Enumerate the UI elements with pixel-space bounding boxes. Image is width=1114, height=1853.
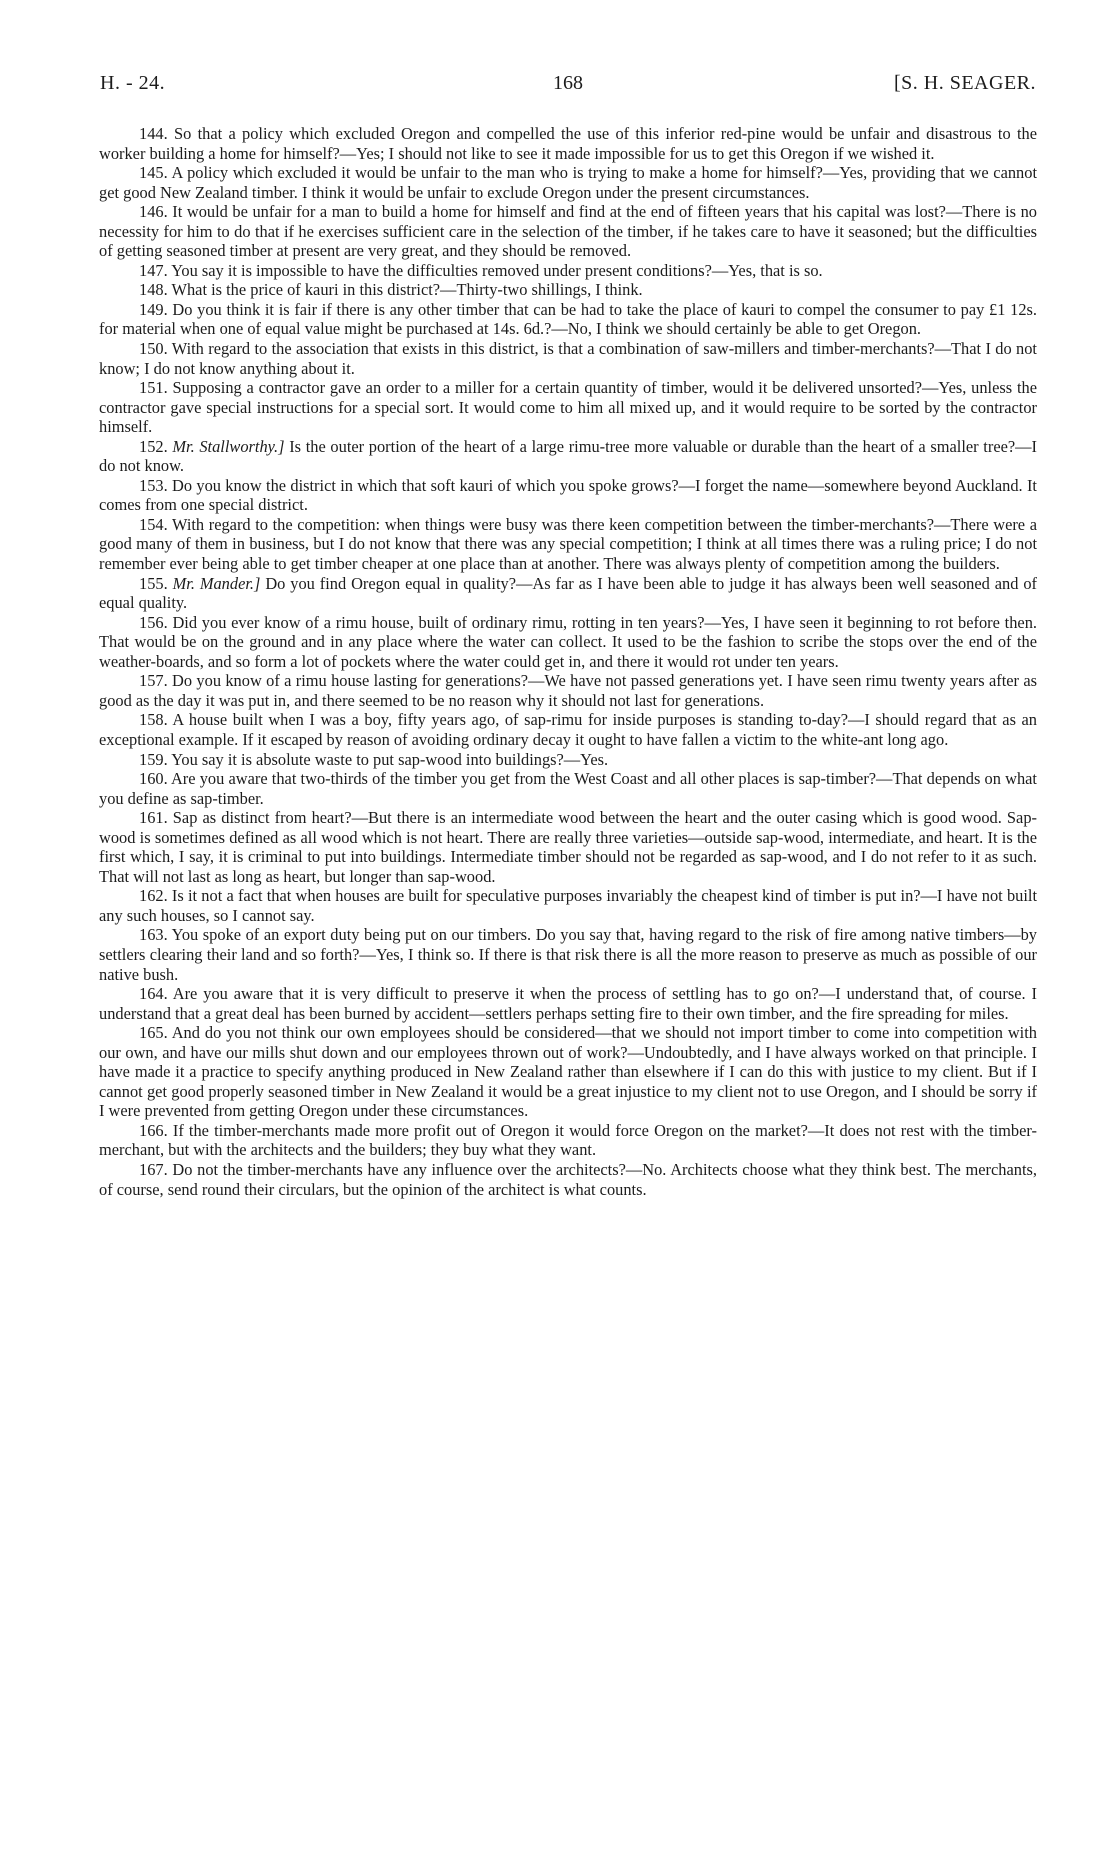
question-answer-text: A house built when I was a boy, fifty years ago, of sap-rimu for inside purposes is standing to-day?—I should regard that as an exceptional example. If it escaped by reason of avoiding ordinary decay it ought to have fallen a victim to the white-ant long ago. [99,710,1038,749]
question-number: 150. [139,339,168,359]
question-number: 145. [139,163,168,183]
question-answer-text: With regard to the competition: when things were busy was there keen competition between the timber-merchants?—There were a good many of them in business, but I do not know that there was any special competition; I think at all times there was a ruling price; I do not remember ever being able to get timber cheaper at one place than at another. There was always plenty of competition among the builders. [99,514,1037,574]
question-answer-text: You say it is impossible to have the difficulties removed under present conditions?—Yes, that is so. [171,260,823,280]
question-answer-text: What is the price of kauri in this district?—Thirty-two shillings, I think. [171,280,643,300]
question-number: 167. [139,1159,168,1179]
question-answer-paragraph [99,984,1037,1023]
question-number: 149. [139,299,168,319]
question-answer-text: Supposing a contractor gave an order to a miller for a certain quantity of timber, would it be delivered unsorted?—Yes, unless the contractor gave special instructions for a special sort. It would come to him all mixed up, and it would require to be sorted by the contractor himself. [99,378,1037,437]
speaker-name: Mr. Mander.] [172,573,261,593]
question-number: 157. [139,671,168,691]
question-answer-text: Sap as distinct from heart?—But there is an intermediate wood between the heart and the outer casing which is good wood. Sap-wood is sometimes defined as all wood which is not heart. There are really three varieties—outside sap-wood, intermediate, and heart. It is the first which, I say, it is criminal to put into buildings. Intermediate timber should not be regarded as sap-wood, and I do not refer to it as such. That will not last as long as heart, but longer than sap-wood. [99,808,1037,886]
question-number: 158. [139,710,168,730]
question-number: 151. [139,378,168,398]
question-number: 163. [139,925,168,945]
question-answer-paragraph [99,202,1037,261]
question-number: 148. [139,280,168,300]
question-answer-paragraph [99,671,1037,710]
question-answer-paragraph [99,710,1037,749]
question-answer-paragraph [99,378,1037,437]
question-answer-text: Do you know the district in which that soft kauri of which you spoke grows?—I forget the name—somewhere beyond Auckland. It comes from one special district. [99,475,1037,515]
question-number: 146. [139,202,168,222]
question-number: 161. [139,808,168,828]
question-answer-text: If the timber-merchants made more profit out of Oregon it would force Oregon on the market?—It does not rest with the timber-merchant, but with the architects and the builders; they buy what they want. [99,1120,1037,1160]
page-header [100,72,1036,108]
question-answer-text: Do you know of a rimu house lasting for generations?—We have not passed generations yet. I have seen rimu twenty years after as good as the day it was put in, and there seemed to be no reason why it should not last for generations. [99,671,1037,710]
question-answer-paragraph [99,1121,1037,1160]
question-answer-paragraph [99,280,1037,300]
question-answer-text: Did you ever know of a rimu house, built of ordinary rimu, rotting in ten years?—Yes, I have seen it beginning to rot before then. That would be on the ground and in any place where the water can collect. It used to be the fashion to scribe the stops over the end of the weather-boards, and so form a lot of pockets where the water could get in, and there it would rot under ten years. [99,612,1037,671]
question-answer-text: Do not the timber-merchants have any influence over the architects?—No. Architects choose what they think best. The merchants, of course, send round their circulars, but the opinion of the architect is what counts. [99,1159,1037,1199]
question-answer-text: You spoke of an export duty being put on our timbers. Do you say that, having regard to the risk of fire among native timbers—by settlers clearing their land and so forth?—Yes, I think so. If there is that risk there is all the more reason to preserve as much as possible of our native bush. [99,925,1037,984]
question-answer-paragraph [99,515,1037,574]
question-answer-paragraph [99,769,1037,808]
report-reference: H. - 24. [100,72,166,94]
question-answer-paragraph [99,300,1037,339]
question-number: 165. [139,1023,168,1043]
question-number: 156. [139,612,168,632]
question-answer-text: Is it not a fact that when houses are built for speculative purposes invariably the cheapest kind of timber is put in?—I have not built any such houses, so I cannot say. [99,886,1037,925]
question-answer-text: And do you not think our own employees should be considered—that we should not import timber to come into competition with our own, and have our mills shut down and our employees thrown out of work?—Undoubtedly, and I have always worked on that principle. I have made it a practice to specify anything produced in New Zealand rather than elsewhere if I can do this with justice to my client. But if I cannot get good properly seasoned timber in New Zealand it would be a great injustice to my client not to use Oregon, and I should be sorry if I were prevented from getting Oregon under these circumstances. [99,1023,1037,1121]
question-number: 164. [139,984,168,1004]
question-number: 155. [139,573,168,593]
question-answer-text: You say it is absolute waste to put sap-wood into buildings?—Yes. [171,749,609,769]
question-answer-text: Are you aware that two-thirds of the timber you get from the West Coast and all other places is sap-timber?—That depends on what you define as sap-timber. [99,769,1037,808]
question-answer-paragraph [99,339,1037,378]
question-answer-paragraph [99,437,1037,476]
question-answer-text: Do you think it is fair if there is any other timber that can be had to take the place of kauri to compel the consumer to pay £1 12s. for material when one of equal value might be purchased at 14s. 6d.?—No, I think we should certainly be able to get Oregon. [99,299,1037,339]
witness-name: [S. H. SEAGER. [893,72,1036,94]
question-number: 162. [139,886,168,906]
question-answer-paragraph [99,261,1037,281]
question-number: 160. [139,769,168,789]
page-number: 168 [553,72,583,94]
question-number: 153. [139,475,168,495]
question-answer-paragraph [99,1160,1037,1199]
question-number: 166. [139,1120,168,1140]
evidence-text [99,124,1037,1199]
question-answer-text: Do you find Oregon equal in quality?—As far as I have been able to judge it has always been well seasoned and of equal quality. [99,573,1037,613]
question-answer-paragraph [99,124,1037,163]
question-number: 154. [139,514,168,534]
question-answer-text: So that a policy which excluded Oregon and compelled the use of this inferior red-pine would be unfair and disastrous to the worker building a home for himself?—Yes; I should not like to see it made impossible for us to get this Oregon if we wished it. [99,124,1037,163]
speaker-name: Mr. Stallworthy.] [172,436,285,456]
question-answer-text: Are you aware that it is very difficult to preserve it when the process of settling has to go on?—I understand that, of course. I understand that a great deal has been burned by accident—settlers perhaps setting fire to their own timber, and the fire spreading for miles. [99,984,1037,1023]
question-answer-text: With regard to the association that exists in this district, is that a combination of saw-millers and timber-merchants?—That I do not know; I do not know anything about it. [99,339,1037,378]
question-answer-paragraph [99,886,1037,925]
question-answer-text: It would be unfair for a man to build a home for himself and find at the end of fifteen years that his capital was lost?—There is no necessity for him to do that if he exercises sufficient care in the selection of the timber, if he takes care to have it seasoned; but the difficulties of getting seasoned timber at present are very great, and they should be removed. [99,202,1037,261]
question-number: 152. [139,436,168,456]
question-answer-paragraph [99,808,1037,886]
question-answer-text: A policy which excluded it would be unfair to the man who is trying to make a home for himself?—Yes, providing that we cannot get good New Zealand timber. I think it would be unfair to exclude Oregon under the present circumstances. [99,163,1038,202]
question-answer-paragraph [99,925,1037,984]
question-answer-paragraph [99,613,1037,672]
question-answer-paragraph [99,750,1037,770]
question-number: 147. [139,260,168,280]
question-answer-text: Is the outer portion of the heart of a large rimu-tree more valuable or durable than the heart of a smaller tree?—I do not know. [99,436,1037,476]
question-answer-paragraph [99,476,1037,515]
question-answer-paragraph [99,1023,1037,1121]
question-number: 144. [139,124,168,143]
question-answer-paragraph [99,163,1037,202]
question-answer-paragraph [99,574,1037,613]
question-number: 159. [139,749,168,769]
